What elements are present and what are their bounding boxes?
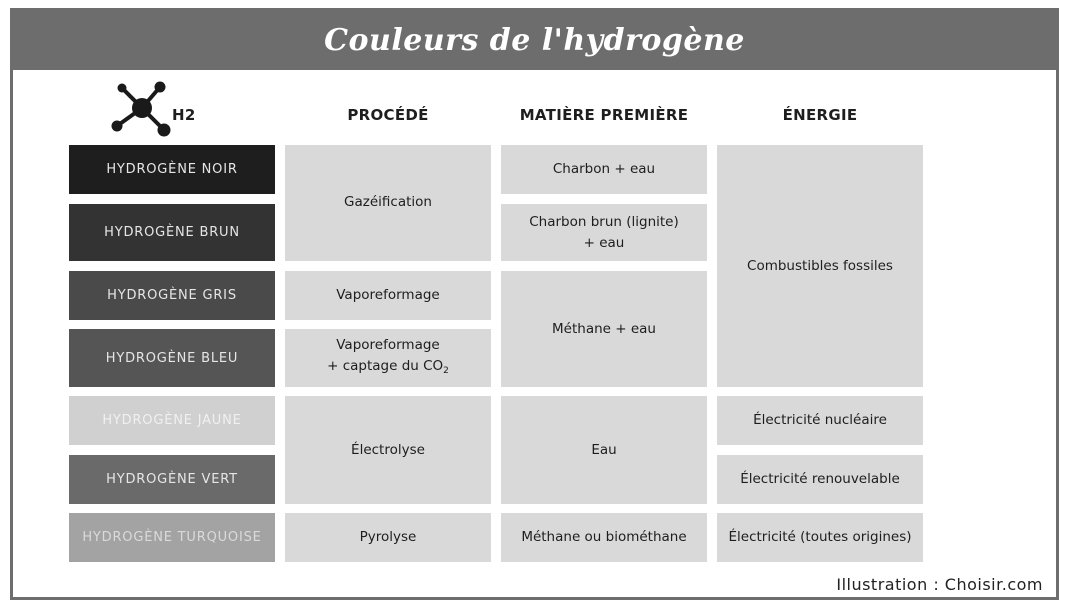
cell-gazeification-text: Gazéification [344, 193, 432, 210]
cell-electricite-nucleaire-text: Électricité nucléaire [753, 412, 887, 428]
cell-electricite-toutes-origines [717, 513, 923, 562]
row-label-brun: HYDROGÈNE BRUN [69, 204, 275, 261]
cell-electrolyse-text: Électrolyse [351, 441, 425, 458]
cell-eau [501, 396, 707, 504]
cell-electricite-nucleaire [717, 396, 923, 445]
credit-text: Illustration : Choisir.com [836, 575, 1043, 594]
cell-combustibles-fossiles [717, 145, 923, 387]
cell-methane-eau [501, 271, 707, 387]
cell-charbon-brun [501, 204, 707, 261]
cell-vaporeformage-captage-line2: + captage du $CO_2$ [327, 357, 449, 376]
page-title: Couleurs de l'hydrogène [324, 23, 745, 58]
header-matiere: MATIÈRE PREMIÈRE [519, 106, 689, 124]
row-label-turquoise: HYDROGÈNE TURQUOISE [69, 513, 275, 562]
cell-methane-biomethane [501, 513, 707, 562]
row-label-noir: HYDROGÈNE NOIR [69, 145, 275, 194]
cell-pyrolyse [285, 513, 491, 562]
cell-methane-eau-text: Méthane + eau [552, 320, 656, 337]
cell-vaporeformage [285, 271, 491, 320]
cell-pyrolyse-text: Pyrolyse [359, 529, 417, 545]
cell-gazeification [285, 145, 491, 261]
cell-electricite-toutes-origines-text: Électricité (toutes origines) [728, 529, 912, 545]
molecule-icon [104, 78, 176, 144]
cell-vaporeformage-text: Vaporeformage [336, 287, 440, 303]
cell-charbon-eau-text: Charbon + eau [552, 161, 656, 177]
cell-charbon-brun-line1: Charbon brun (lignite) [529, 213, 679, 230]
cell-charbon-eau [501, 145, 707, 194]
row-label-gris: HYDROGÈNE GRIS [69, 271, 275, 320]
cell-vaporeformage-captage-line1: Vaporeformage [336, 336, 440, 353]
cell-electricite-renouvelable [717, 455, 923, 504]
title-banner [13, 11, 1056, 70]
cell-eau-text: Eau [591, 441, 617, 458]
h2-label: H2 [172, 106, 196, 124]
cell-vaporeformage-captage [285, 329, 491, 387]
cell-methane-biomethane-text: Méthane ou biométhane [521, 529, 687, 545]
row-label-vert: HYDROGÈNE VERT [69, 455, 275, 504]
header-procede: PROCÉDÉ [347, 106, 429, 124]
header-energie: ÉNERGIE [782, 106, 858, 124]
cell-combustibles-fossiles-text: Combustibles fossiles [747, 257, 893, 274]
cell-charbon-brun-line2: + eau [583, 234, 625, 251]
row-label-bleu: HYDROGÈNE BLEU [69, 329, 275, 387]
cell-electricite-renouvelable-text: Électricité renouvelable [740, 471, 900, 487]
cell-electrolyse [285, 396, 491, 504]
row-label-jaune: HYDROGÈNE JAUNE [69, 396, 275, 445]
